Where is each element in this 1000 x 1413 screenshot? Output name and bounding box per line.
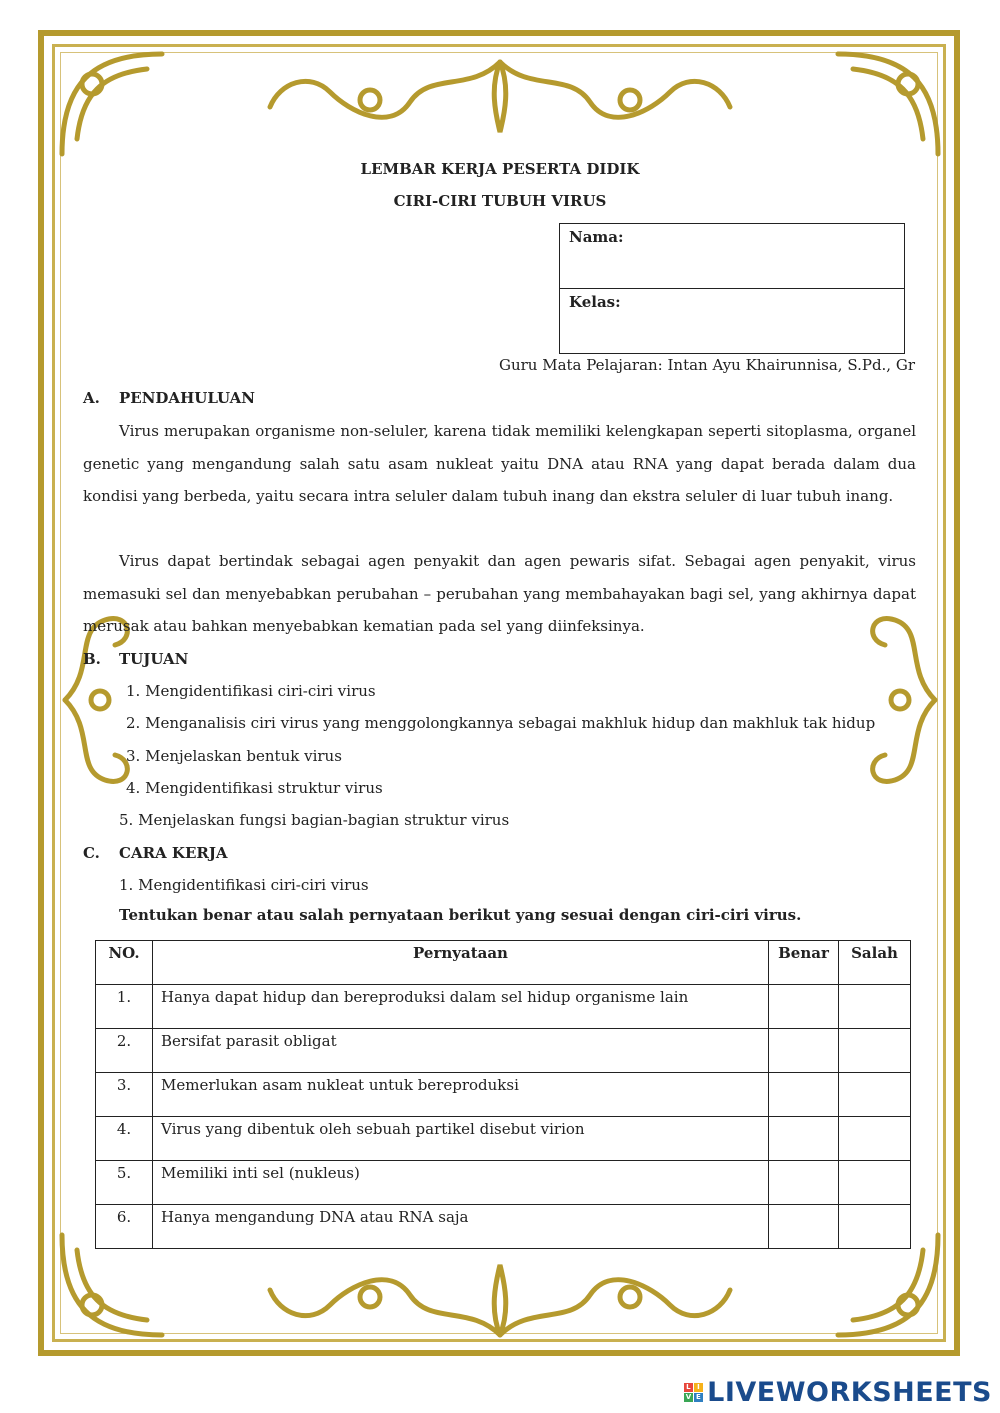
false-answer-cell[interactable] — [839, 1073, 911, 1117]
table-row — [96, 1205, 911, 1249]
objective-item: 1. Mengidentifikasi ciri-ciri virus — [126, 682, 376, 700]
section-b-heading — [83, 650, 188, 668]
objective-item: 5. Menjelaskan fungsi bagian-bagian struktur virus — [119, 811, 510, 829]
section-a-letter: A. — [83, 389, 100, 407]
true-answer-cell[interactable] — [769, 985, 839, 1029]
row-number: 6. — [96, 1205, 153, 1249]
bottom-ornament — [250, 1255, 750, 1345]
table-row — [96, 1029, 911, 1073]
true-answer-cell[interactable] — [769, 1117, 839, 1161]
header-false: Salah — [839, 941, 911, 985]
section-b-letter: B. — [83, 650, 101, 668]
row-statement: Hanya dapat hidup dan bereproduksi dalam sel hidup organisme lain — [153, 985, 769, 1029]
intro-paragraph-1: Virus merupakan organisme non-seluler, karena tidak memiliki kelengkapan seperti sitoplasma, organel genetic yang mengandung salah satu asam nukleat yaitu DNA atau RNA yang dapat berada dalam dua kondisi yang berbeda, yaitu secara intra seluler dalam tubuh inang dan ekstra seluler di luar tubuh inang. — [83, 422, 916, 505]
table-header-row — [96, 941, 911, 985]
liveworksheets-watermark — [684, 1377, 992, 1408]
intro-paragraph-2: Virus dapat bertindak sebagai agen penyakit dan agen pewaris sifat. Sebagai agen penyakit, virus memasuki sel dan menyebabkan perubahan – perubahan yang membahayakan bagi sel, yang akhirnya dapat merusak atau bahkan menyebabkan kematian pada sel yang diinfeksinya. — [83, 552, 916, 635]
objective-item: 4. Mengidentifikasi struktur virus — [126, 779, 383, 797]
liveworksheets-logo-icon: L I V E — [685, 1383, 702, 1401]
section-a-title: PENDAHULUAN — [119, 389, 256, 407]
true-answer-cell[interactable] — [769, 1029, 839, 1073]
row-number: 4. — [96, 1117, 153, 1161]
true-answer-cell[interactable] — [769, 1205, 839, 1249]
identity-box — [559, 223, 905, 354]
table-row — [96, 1117, 911, 1161]
table-row — [96, 985, 911, 1029]
row-statement: Memiliki inti sel (nukleus) — [153, 1161, 769, 1205]
header-no: NO. — [96, 941, 153, 985]
row-statement: Hanya mengandung DNA atau RNA saja — [153, 1205, 769, 1249]
table-row — [96, 1073, 911, 1117]
name-label: Nama: — [569, 228, 624, 246]
row-number: 1. — [96, 985, 153, 1029]
instruction: Tentukan benar atau salah pernyataan berikut yang sesuai dengan ciri-ciri virus. — [119, 906, 802, 924]
true-answer-cell[interactable] — [769, 1161, 839, 1205]
watermark-text: LIVEWORKSHEETS — [707, 1377, 992, 1408]
true-answer-cell[interactable] — [769, 1073, 839, 1117]
corner-ornament-tr — [828, 44, 948, 164]
objective-item: 3. Menjelaskan bentuk virus — [126, 747, 342, 765]
false-answer-cell[interactable] — [839, 1161, 911, 1205]
false-answer-cell[interactable] — [839, 1205, 911, 1249]
section-c-letter: C. — [83, 844, 100, 862]
statement-table — [95, 940, 911, 1249]
name-field[interactable] — [560, 224, 904, 289]
section-c-title: CARA KERJA — [119, 844, 228, 862]
false-answer-cell[interactable] — [839, 1029, 911, 1073]
work-step: 1. Mengidentifikasi ciri-ciri virus — [119, 876, 369, 894]
top-ornament — [250, 52, 750, 142]
row-number: 3. — [96, 1073, 153, 1117]
section-c-heading — [83, 844, 228, 862]
row-statement: Memerlukan asam nukleat untuk bereproduksi — [153, 1073, 769, 1117]
row-statement: Virus yang dibentuk oleh sebuah partikel disebut virion — [153, 1117, 769, 1161]
header-statement: Pernyataan — [153, 941, 769, 985]
worksheet-title: LEMBAR KERJA PESERTA DIDIK — [360, 160, 640, 178]
class-field[interactable] — [560, 289, 904, 354]
false-answer-cell[interactable] — [839, 985, 911, 1029]
class-label: Kelas: — [569, 293, 621, 311]
teacher-line: Guru Mata Pelajaran: Intan Ayu Khairunnisa, S.Pd., Gr — [498, 356, 915, 374]
table-row — [96, 1161, 911, 1205]
corner-ornament-tl — [52, 44, 172, 164]
row-statement: Bersifat parasit obligat — [153, 1029, 769, 1073]
row-number: 2. — [96, 1029, 153, 1073]
section-b-title: TUJUAN — [119, 650, 189, 668]
false-answer-cell[interactable] — [839, 1117, 911, 1161]
header-true: Benar — [769, 941, 839, 985]
objective-item: 2. Menganalisis ciri virus yang menggolongkannya sebagai makhluk hidup dan makhluk tak hidup — [126, 714, 876, 732]
worksheet-subtitle: CIRI-CIRI TUBUH VIRUS — [393, 192, 607, 210]
row-number: 5. — [96, 1161, 153, 1205]
section-a-heading — [83, 389, 255, 407]
